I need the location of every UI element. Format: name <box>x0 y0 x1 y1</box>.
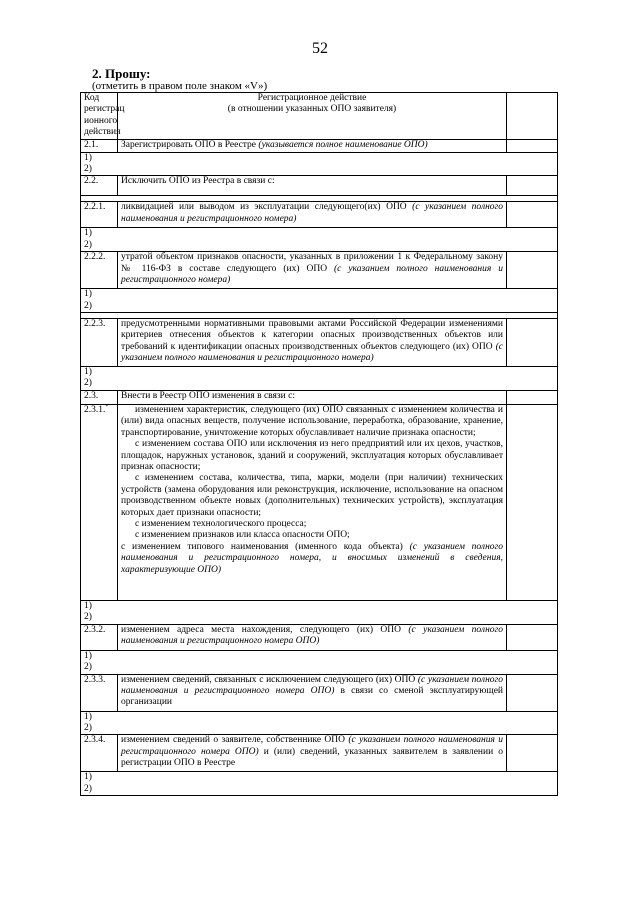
table-row <box>81 252 558 289</box>
header-mark-cell <box>507 93 558 140</box>
header-action-cell <box>118 93 507 140</box>
table-row <box>81 735 558 772</box>
blank-entry-cell[interactable]: 1) 2) <box>81 650 558 674</box>
blank-entry-cell[interactable]: 1) 2) <box>81 367 558 391</box>
table-row <box>81 624 558 650</box>
blank-entry-cell[interactable]: 1) 2) <box>81 600 558 624</box>
blank-entry-row <box>81 367 558 391</box>
blank-entry-row <box>81 650 558 674</box>
blank-entry-row <box>81 600 558 624</box>
blank-entry-row <box>81 711 558 735</box>
blank-entry-cell[interactable]: 1) 2) <box>81 772 558 796</box>
blank-entry-cell[interactable]: 1) 2) <box>81 289 558 313</box>
page-number: 52 <box>312 40 328 57</box>
blank-entry-row <box>81 152 558 176</box>
section-instruction: (отметить в правом поле знаком «V») <box>92 80 268 92</box>
mark-cell-2-3-2[interactable] <box>507 624 558 650</box>
row-code: 2.2.1. <box>81 202 118 228</box>
table-row <box>81 390 558 404</box>
table-row <box>81 674 558 711</box>
paragraph: с изменением типового наименования (именного кода объекта) (с указанием полного наименования и регистрационного номера, и вносимых изменений в сведения, характеризующие ОПО) <box>121 541 503 575</box>
row-text: предусмотренными нормативными правовыми актами Российской Федерации изменениями критериев отнесения объектов к категории опасных производственных объектов или требований к идентификации опасных производственных объектов следующего (их) ОПО (с указанием полного наименования и регистрационного номера) <box>118 319 507 367</box>
paragraph: с изменением состава ОПО или исключения из него предприятий или их цехов, участков, площадок, наружных установок, зданий и сооружений, эксплуатация которых обуславливает признак опасности; <box>121 439 503 472</box>
row-code: 2.3.1.* <box>81 404 118 600</box>
section-title: 2. Прошу: <box>92 66 151 81</box>
registration-actions-table <box>80 92 558 796</box>
table-row <box>81 139 558 152</box>
table-row <box>81 319 558 367</box>
mark-cell-2-3-3[interactable] <box>507 674 558 711</box>
blank-entry-row <box>81 289 558 313</box>
blank-entry-cell[interactable]: 1) 2) <box>81 228 558 252</box>
header-action-title: Регистрационное действие <box>257 93 367 103</box>
blank-entry-row <box>81 228 558 252</box>
row-text: изменением сведений о заявителе, собственнике ОПО (с указанием полного наименования и регистрационного номера ОПО) и (или) сведений, указанных заявителем в заявлении о регистрации ОПО в Реестре <box>118 735 507 772</box>
row-text: ликвидацией или выводом из эксплуатации следующего(их) ОПО (с указанием полного наименования и регистрационного номера) <box>118 202 507 228</box>
row-code: 2.1. <box>81 139 118 152</box>
row-code: 2.2. <box>81 176 118 196</box>
mark-cell-2-2-2[interactable] <box>507 252 558 289</box>
table-row <box>81 176 558 196</box>
row-code: 2.3.4. <box>81 735 118 772</box>
row-code: 2.3. <box>81 390 118 404</box>
footnote-mark: * <box>105 403 109 410</box>
mark-cell-2-2-3[interactable] <box>507 319 558 367</box>
row-text: изменением сведений, связанных с исключением следующего (их) ОПО (с указанием полного наименования и регистрационного номера ОПО) в связи со сменой эксплуатирующей организации <box>118 674 507 711</box>
row-text: Зарегистрировать ОПО в Реестре (указывается полное наименование ОПО) <box>118 139 507 152</box>
mark-cell-2-3[interactable] <box>507 390 558 404</box>
header-code-cell: Код регистрац ионного действия <box>81 93 118 140</box>
mark-cell-2-2[interactable] <box>507 176 558 196</box>
row-text <box>118 404 507 600</box>
paragraph: с изменением состава, количества, типа, марки, модели (при наличии) технических устройств (замена оборудования или реконструкция, исключение, использование на опасном производственном объекте новых (дополнительных) технических устройств), эксплуатация которых дает признаки опасности; <box>121 473 503 518</box>
table-header-row <box>81 93 558 140</box>
header-action-note: (в отношении указанных ОПО заявителя) <box>227 104 397 115</box>
row-code: 2.3.2. <box>81 624 118 650</box>
row-code: 2.2.3. <box>81 319 118 367</box>
row-text: утратой объектом признаков опасности, указанных в приложении 1 к Федеральному закону № 116-ФЗ в составе следующего (их) ОПО (с указанием полного наименования и регистрационного номера) <box>118 252 507 289</box>
table-row <box>81 202 558 228</box>
mark-cell-2-3-4[interactable] <box>507 735 558 772</box>
blank-entry-row <box>81 772 558 796</box>
mark-cell-2-3-1[interactable] <box>507 404 558 600</box>
row-code: 2.3.3. <box>81 674 118 711</box>
blank-entry-cell[interactable]: 1) 2) <box>81 711 558 735</box>
row-text: Исключить ОПО из Реестра в связи с: <box>118 176 507 196</box>
mark-cell-2-2-1[interactable] <box>507 202 558 228</box>
paragraph: с изменением технологического процесса; <box>135 518 307 529</box>
table-row <box>81 404 558 600</box>
mark-cell-2-1[interactable] <box>507 139 558 152</box>
row-text: изменением адреса места нахождения, следующего (их) ОПО (с указанием полного наименования и регистрационного номера ОПО) <box>118 624 507 650</box>
row-text: Внести в Реестр ОПО изменения в связи с: <box>118 390 507 404</box>
paragraph: с изменением признаков или класса опасности ОПО; <box>135 530 350 541</box>
blank-entry-cell[interactable]: 1) 2) <box>81 152 558 176</box>
paragraph: изменением характеристик, следующего (их) ОПО связанных с изменением количества и (или) вида опасных веществ, получение использование, переработка, образование, хранение, транспортирование, уничтожение которых обуславливает наличие признака опасности; <box>121 404 503 438</box>
row-code: 2.2.2. <box>81 252 118 289</box>
